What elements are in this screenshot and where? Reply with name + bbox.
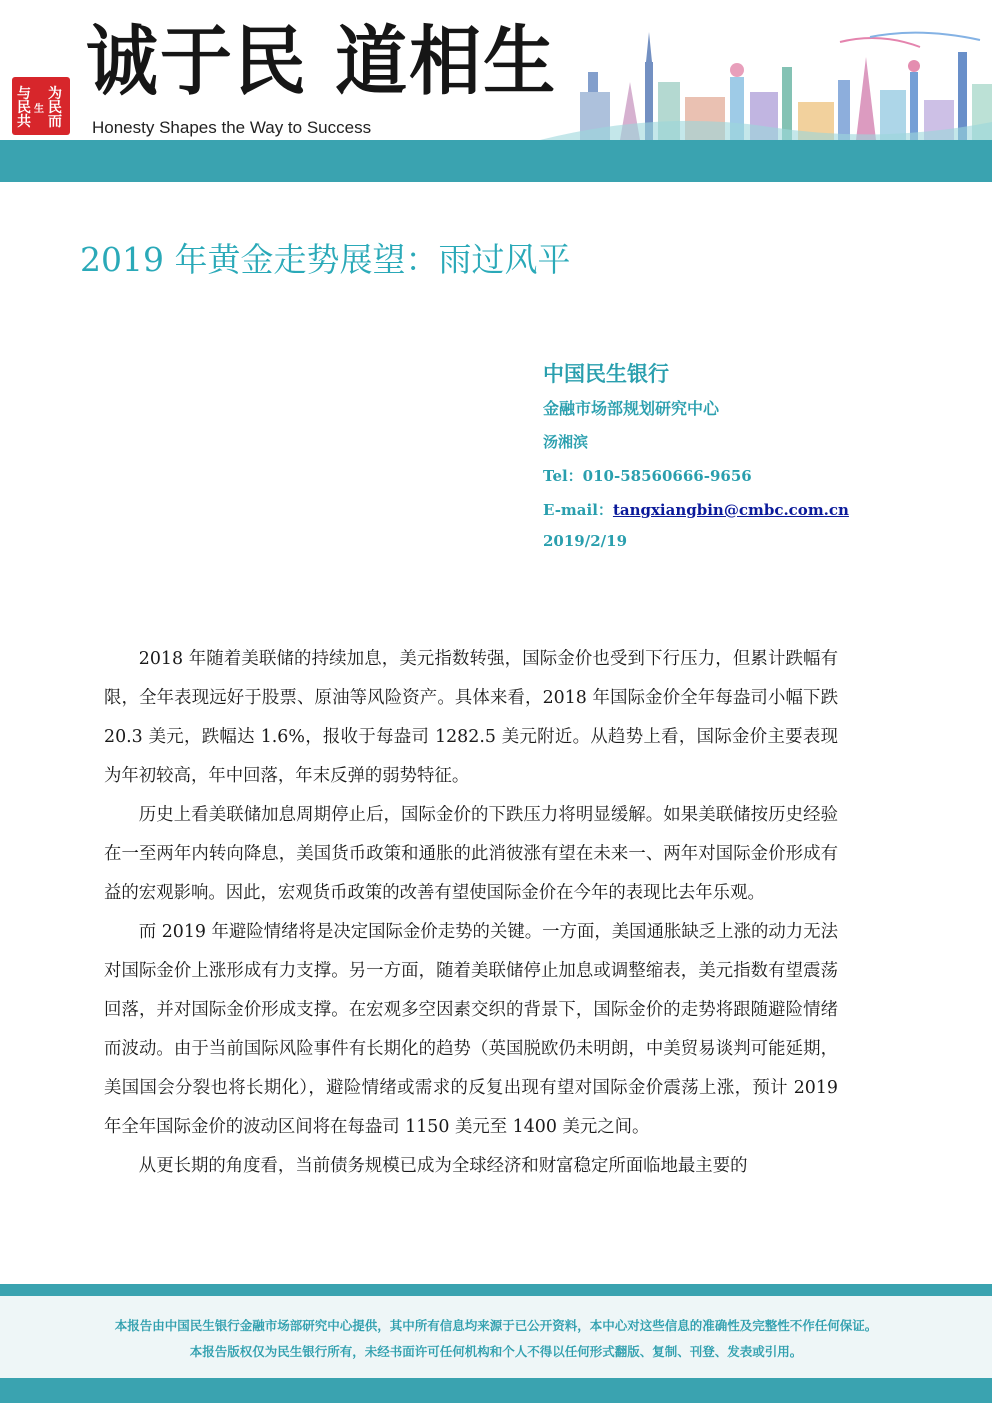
- svg-text:民: 民: [48, 100, 62, 116]
- department-name: 金融市场部规划研究中心: [543, 399, 720, 418]
- calligraphy-motto: [82, 5, 558, 125]
- svg-text:共: 共: [17, 114, 31, 130]
- email-line: [543, 499, 849, 520]
- cmbc-seal-logo: [12, 77, 70, 135]
- slogan: Honesty Shapes the Way to Success: [92, 118, 372, 137]
- footer-band-bottom: [0, 1378, 992, 1403]
- email-label: E-mail：: [543, 501, 613, 519]
- document-title: 2019 年黄金走势展望：雨过风平: [80, 240, 571, 279]
- footer-panel: [0, 1296, 992, 1378]
- paragraph: 历史上看美联储加息周期停止后，国际金价的下跌压力将明显缓解。如果美联储按历史经验在一至两年内转向降息，美国货币政策和通胀的此消彼涨有望在未来一、两年对国际金价形成有益的宏观影响。因此，宏观货币政策的改善有望使国际金价在今年的表现比去年乐观。: [104, 805, 838, 903]
- paragraph: 而 2019 年避险情绪将是决定国际金价走势的关键。一方面，美国通胀缺乏上涨的动力无法对国际金价上涨形成有力支撑。另一方面，随着美联储停止加息或调整缩表，美元指数有望震荡回落，并对国际金价形成支撑。在宏观多空因素交织的背景下，国际金价的走势将跟随避险情绪而波动。由于当前国际风险事件有长期化的趋势（英国脱欧仍未明朗，中美贸易谈判可能延期，美国国会分裂也将长期化），避险情绪或需求的反复出现有望对国际金价震荡上涨，预计 2019 年全年国际金价的波动区间将在每盎司 1150 美元至 1400 美元之间。: [104, 922, 838, 1137]
- body-text: [104, 640, 838, 1186]
- svg-text:民: 民: [17, 100, 31, 116]
- disclaimer-source: 本报告由中国民生银行金融市场部研究中心提供，其中所有信息均来源于已公开资料，本中心对这些信息的准确性及完整性不作任何保证。: [114, 1318, 878, 1333]
- svg-text:生: 生: [34, 104, 44, 115]
- header-band: [0, 140, 992, 182]
- svg-text:为: 为: [48, 86, 62, 102]
- svg-text:与: 与: [17, 86, 31, 102]
- paragraph: 从更长期的角度看，当前债务规模已成为全球经济和财富稳定所面临地最主要的: [138, 1156, 748, 1176]
- calligraphy-text: 诚于民 道相生: [86, 15, 558, 106]
- svg-text:而: 而: [48, 114, 62, 130]
- disclaimer-copyright: 本报告版权仅为民生银行所有，未经书面许可任何机构和个人不得以任何形式翻版、复制、刊登、发表或引用。: [189, 1344, 803, 1359]
- telephone: Tel：010-58560666-9656: [543, 467, 752, 485]
- city-skyline-illustration: [540, 22, 992, 140]
- bank-name: 中国民生银行: [543, 361, 669, 386]
- seal-glyph-icon: [12, 77, 70, 135]
- footer-band-top: [0, 1284, 992, 1296]
- page-header: [0, 0, 992, 182]
- analyst-name: 汤湘滨: [543, 433, 589, 451]
- report-date: 2019/2/19: [543, 532, 628, 550]
- paragraph: 2018 年随着美联储的持续加息，美元指数转强，国际金价也受到下行压力，但累计跌幅有限，全年表现远好于股票、原油等风险资产。具体来看，2018 年国际金价全年每盎司小幅下跌 20.3 美元，跌幅达 1.6%，报收于每盎司 1282.5 美元附近。从趋势上看，国际金价主要表现为年初较高，年中回落，年末反弹的弱势特征。: [104, 649, 838, 786]
- email-link[interactable]: tangxiangbin@cmbc.com.cn: [612, 501, 849, 519]
